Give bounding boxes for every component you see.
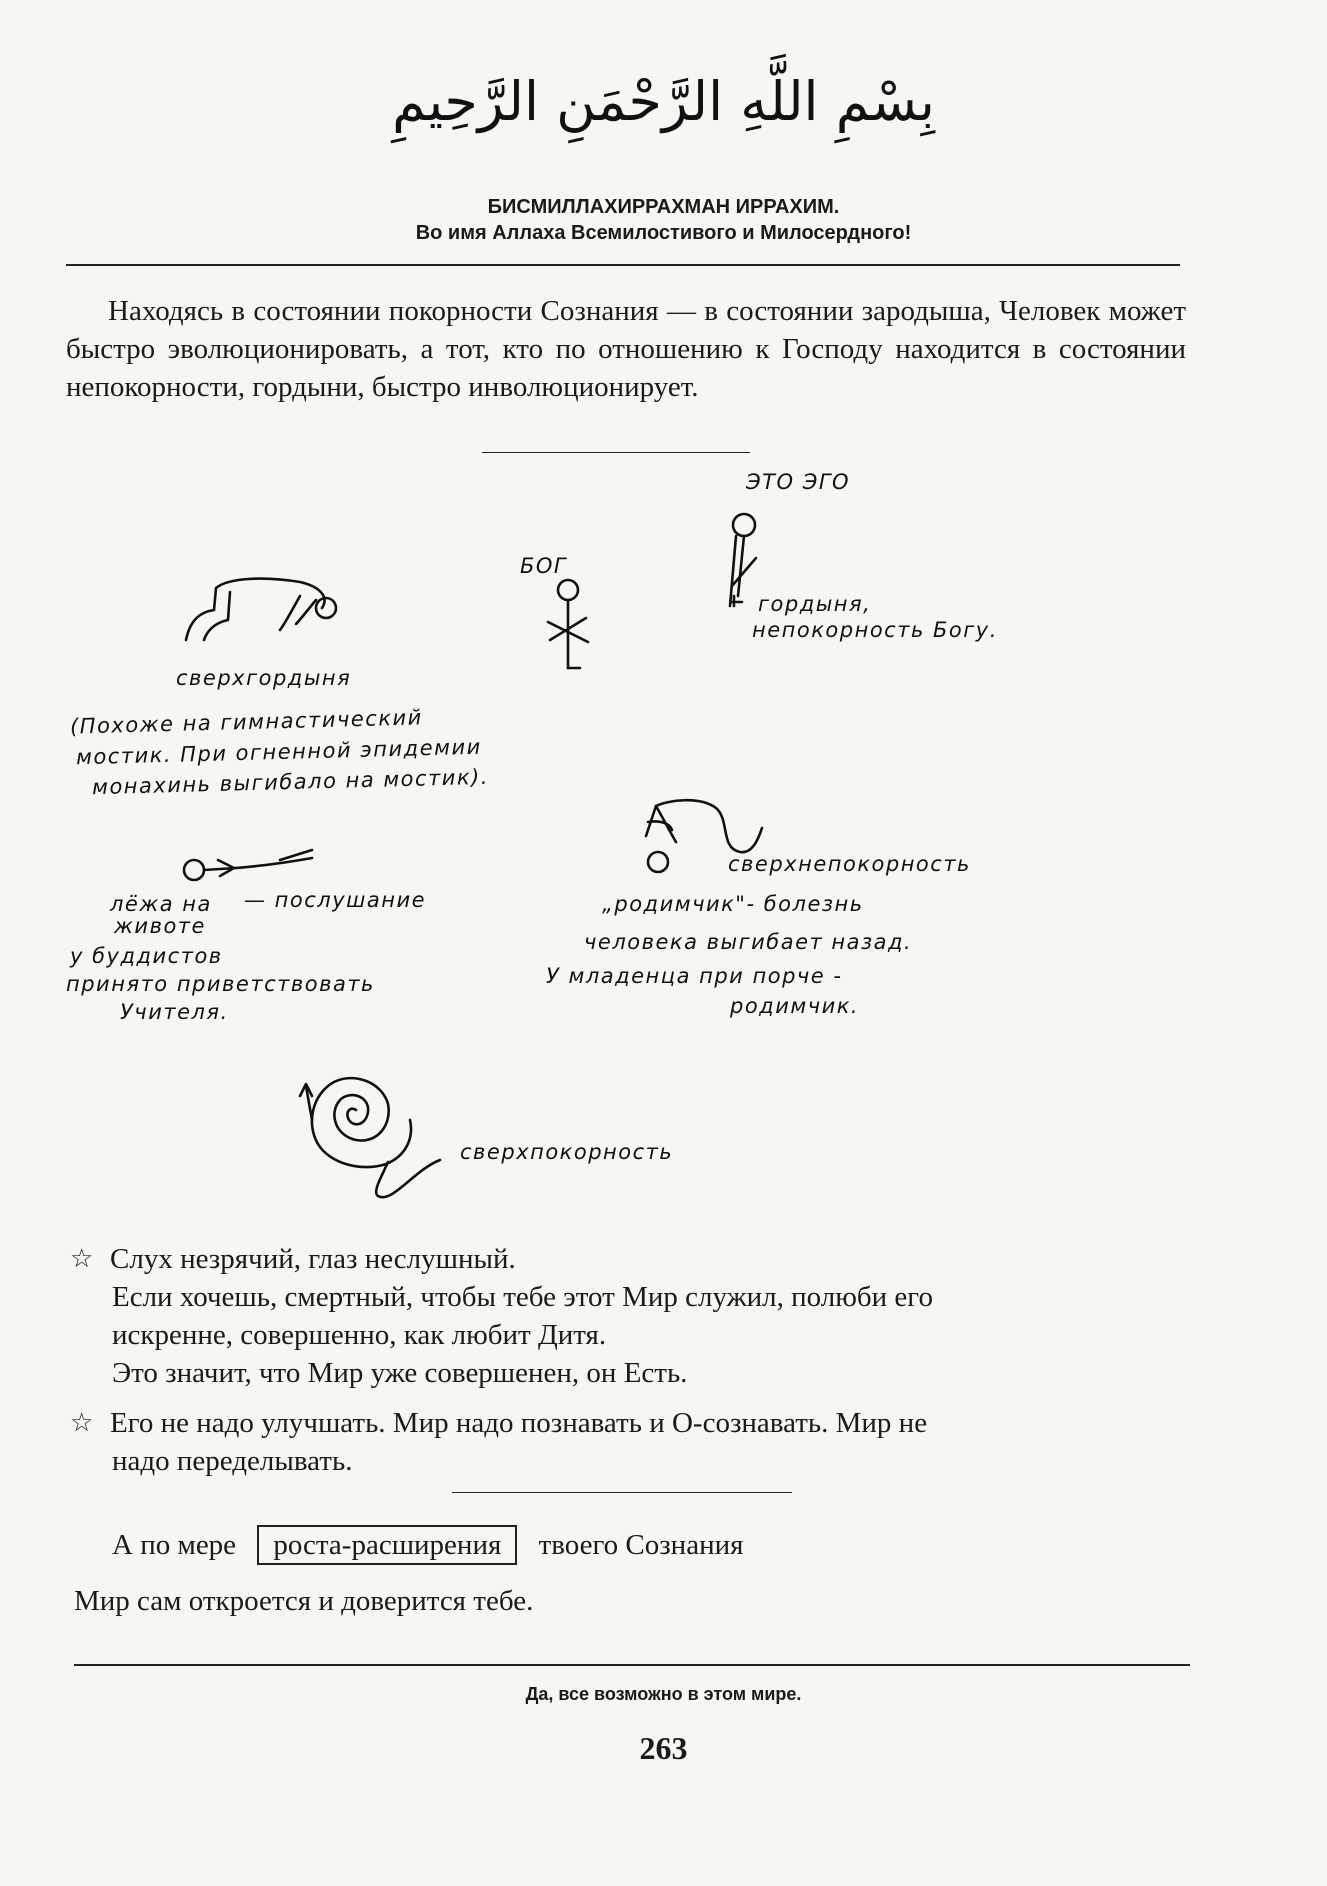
saying-2: [70, 1404, 1180, 1442]
supersubmission-label: сверхпокорность: [460, 1140, 674, 1164]
closing-before-box: А по мере: [112, 1529, 237, 1561]
bismillah-calligraphy: بِسْمِ اللَّهِ الرَّحْمَنِ الرَّحِيمِ: [392, 70, 935, 133]
god-figure-drawing: [548, 580, 588, 668]
buddhist-note-line-2: принято приветствовать: [66, 972, 375, 996]
saying-1-line-4: Это значит, что Мир уже совершенен, он Есть.: [112, 1357, 688, 1389]
spiral-drawing: [300, 1078, 440, 1197]
pride-caption-line-1: гордыня,: [758, 592, 872, 616]
ego-label: ЭТО ЭГО: [746, 470, 851, 494]
superdisobedience-label: сверхнепокорность: [728, 852, 971, 876]
boxed-phrase: роста-расширения: [257, 1525, 517, 1565]
obedience-label: — послушание: [244, 888, 427, 912]
superpride-note-line-2: мостик. При огненной эпидемии: [75, 734, 482, 770]
rodimchik-note-line-3: У младенца при порче -: [546, 964, 843, 988]
saying-1-line-2: Если хочешь, смертный, чтобы тебе этот Мир служил, полюби его: [112, 1281, 933, 1313]
saying-1: [70, 1240, 1180, 1278]
saying-1-line-3: искренне, совершенно, как любит Дитя.: [112, 1319, 607, 1351]
saying-1-line-1: Слух незрячий, глаз неслушный.: [110, 1243, 516, 1275]
closing-after-box: твоего Сознания: [538, 1529, 744, 1561]
bridge-figure-drawing: [186, 579, 336, 640]
star-icon: ☆: [70, 1408, 94, 1437]
lying-figure-drawing: [184, 850, 312, 880]
superpride-note-line-1: (Похоже на гимнастический: [69, 705, 424, 739]
buddhist-note-line-3: Учителя.: [120, 1000, 229, 1024]
rodimchik-note-line-1: „родимчик"- болезнь: [602, 892, 864, 916]
superpride-note-line-3: монахинь выгибало на мостик).: [91, 764, 490, 800]
page-number: 263: [639, 1730, 688, 1766]
section-divider-2: [452, 1492, 792, 1493]
footer-divider: [74, 1664, 1190, 1666]
superpride-label: сверхгордыня: [176, 666, 352, 690]
saying-2-line-2: надо переделывать.: [112, 1445, 353, 1477]
closing-line-1: [112, 1526, 743, 1564]
closing-line-2: Мир сам откроется и доверится тебе.: [74, 1585, 534, 1617]
lying-label-2: животе: [114, 914, 206, 938]
intro-text: Находясь в состоянии покорности Сознания — в состоянии зародыша, Человек может быстро эволюционировать, а тот, кто по отношению к Господу находится в состоянии непокорности, гордыни, быстро инволюционирует.: [66, 295, 1186, 403]
lying-label: лёжа на: [110, 892, 212, 916]
buddhist-note-line-1: у буддистов: [70, 944, 223, 968]
star-icon: ☆: [70, 1244, 94, 1273]
saying-2-line-1: Его не надо улучшать. Мир надо познавать и О-сознавать. Мир не: [110, 1407, 928, 1439]
footer-motto: Да, все возможно в этом мире.: [525, 1684, 802, 1704]
rodimchik-note-line-4: родимчик.: [730, 994, 860, 1018]
god-label: БОГ: [520, 554, 568, 578]
ego-figure-drawing: [730, 514, 756, 606]
page-title: БИСМИЛЛАХИРРАХМАН ИРРАХИМ.: [487, 196, 840, 218]
pride-caption-line-2: непокорность Богу.: [752, 618, 998, 642]
page-subtitle: Во имя Аллаха Всемилостивого и Милосердного!: [415, 222, 912, 244]
rodimchik-note-line-2: человека выгибает назад.: [584, 930, 913, 954]
